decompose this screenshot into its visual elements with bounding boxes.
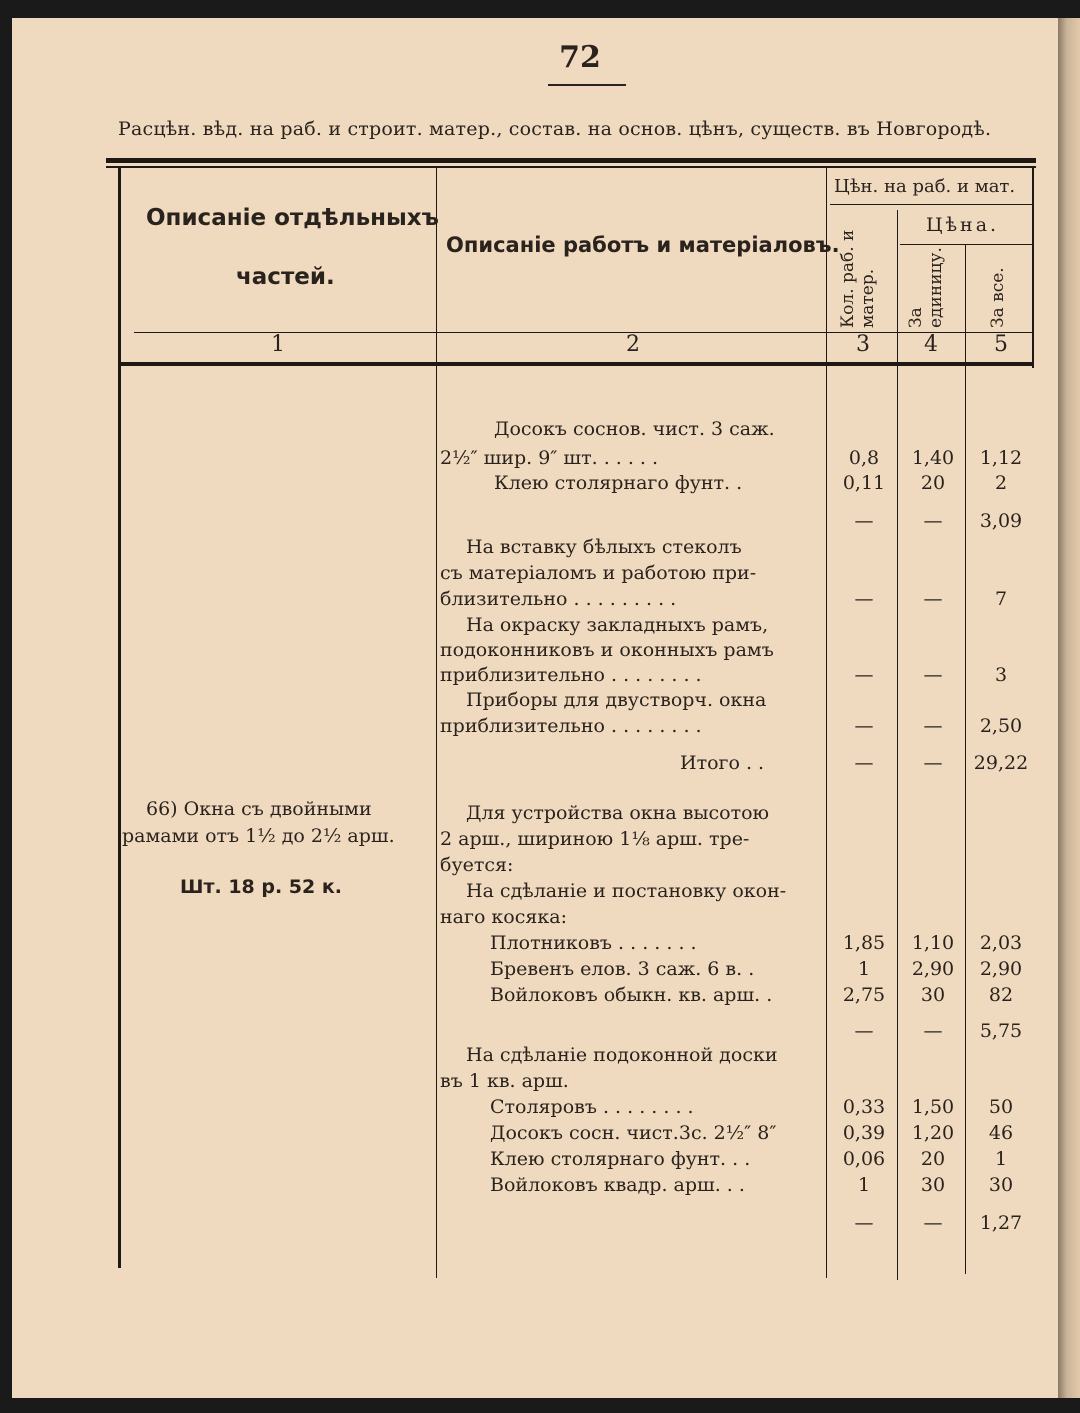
group-rule	[830, 204, 1032, 205]
table-cell-c4: 30	[920, 1174, 946, 1196]
table-cell-c3: 0,39	[842, 1122, 886, 1144]
header-col2: Описаніе работъ и матеріаловъ.	[446, 233, 840, 257]
running-head: Расцѣн. вѣд. на раб. и строит. матер., состав. на основ. цѣнъ, существ. въ Новгородѣ.	[118, 118, 992, 140]
column-number-5: 5	[994, 332, 1008, 357]
table-cell-c4: —	[923, 752, 943, 774]
price-rule	[900, 244, 1032, 245]
table-cell-c3: 1,85	[842, 932, 886, 954]
column-number-1: 1	[271, 332, 285, 357]
table-cell-c5: 30	[988, 1174, 1014, 1196]
table-cell-c3: —	[854, 1020, 874, 1042]
table-cell-c4: —	[923, 588, 943, 610]
table-row-text: На сдѣланіе и постановку окон-	[466, 880, 787, 902]
table-cell-c4: —	[923, 510, 943, 532]
table-cell-c3: —	[854, 510, 874, 532]
page-number: 72	[559, 40, 601, 75]
table-cell-c5: 46	[988, 1122, 1014, 1144]
table-row-text: Клею столярнаго фунт. . .	[490, 1148, 751, 1170]
table-cell-c4: 1,40	[911, 447, 955, 469]
table-cell-c4: 1,10	[911, 932, 955, 954]
table-cell-c3: —	[854, 715, 874, 737]
column-number-3: 3	[856, 332, 870, 357]
table-row-text: Для устройства окна высотою	[466, 802, 770, 824]
table-row-text: На окраску закладныхъ рамъ,	[466, 614, 769, 636]
table-row-text: 2 арш., шириною 1⅛ арш. тре-	[440, 828, 750, 850]
header-col1-line1: Описаніе отдѣльныхъ	[146, 205, 439, 231]
table-cell-c5: 1,27	[979, 1212, 1023, 1234]
table-cell-c3: 0,33	[842, 1096, 886, 1118]
table-cell-c4: —	[923, 1020, 943, 1042]
table-row-text: Плотниковъ . . . . . . .	[490, 932, 697, 954]
item-title-line2: рамами отъ 1½ до 2½ арш.	[122, 825, 395, 847]
col-divider-1	[436, 168, 437, 1278]
column-number-4: 4	[924, 332, 938, 357]
table-cell-c4: —	[923, 1212, 943, 1234]
table-row-text: Приборы для двустворч. окна	[466, 689, 767, 711]
table-row-text: наго косяка:	[440, 906, 567, 928]
table-row-text: Итого . .	[680, 752, 765, 774]
item-title-line1: 66) Окна съ двойными	[146, 798, 372, 820]
page-edge	[1058, 18, 1080, 1398]
table-cell-c5: 2,90	[979, 958, 1023, 980]
col-divider-2	[826, 168, 827, 1278]
table-cell-c4: 1,20	[911, 1122, 955, 1144]
item-unit-price: Шт. 18 р. 52 к.	[180, 876, 342, 898]
table-cell-c5: 3,09	[979, 510, 1023, 532]
table-top-rule	[106, 158, 1036, 163]
table-row-text: Столяровъ . . . . . . . .	[490, 1096, 694, 1118]
table-cell-c4: —	[923, 664, 943, 686]
table-cell-c5: 3	[994, 664, 1008, 686]
table-row-text: буется:	[440, 854, 514, 876]
table-cell-c3: 1	[857, 1174, 871, 1196]
table-cell-c4: 2,90	[911, 958, 955, 980]
column-number-2: 2	[626, 332, 640, 357]
table-cell-c5: 5,75	[979, 1020, 1023, 1042]
header-col3: Кол. раб. и матер.	[838, 229, 878, 328]
header-bottom-rule	[120, 362, 1032, 366]
table-cell-c4: —	[923, 715, 943, 737]
table-row-text: Войлоковъ обыкн. кв. арш. .	[490, 984, 773, 1006]
header-group: Цѣн. на раб. и мат.	[834, 176, 1016, 197]
header-price: Цѣна.	[926, 214, 1000, 236]
table-row-text: близительно . . . . . . . . .	[440, 588, 677, 610]
table-cell-c5: 2,50	[979, 715, 1023, 737]
table-cell-c4: 20	[920, 472, 946, 494]
table-cell-c5: 29,22	[973, 752, 1029, 774]
table-row-text: Бревенъ елов. 3 саж. 6 в. .	[490, 958, 755, 980]
table-row-text: Клею столярнаго фунт. .	[494, 472, 743, 494]
table-row-text: Войлоковъ квадр. арш. . .	[490, 1174, 745, 1196]
table-cell-c5: 2	[994, 472, 1008, 494]
table-cell-c3: —	[854, 752, 874, 774]
page-number-underline	[548, 84, 626, 86]
header-col4: За единицу.	[906, 247, 946, 328]
table-cell-c5: 82	[988, 984, 1014, 1006]
table-row-text: На сдѣланіе подоконной доски	[466, 1044, 778, 1066]
table-cell-c5: 1,12	[979, 447, 1023, 469]
table-top-rule-thin	[106, 166, 1036, 168]
table-cell-c3: —	[854, 664, 874, 686]
table-row-text: подоконниковъ и оконныхъ рамъ	[440, 639, 774, 661]
table-cell-c3: 0,06	[842, 1148, 886, 1170]
header-col5: За все.	[988, 267, 1008, 328]
table-cell-c4: 1,50	[911, 1096, 955, 1118]
table-cell-c5: 1	[994, 1148, 1008, 1170]
table-cell-c5: 7	[994, 588, 1008, 610]
table-cell-c4: 30	[920, 984, 946, 1006]
table-cell-c3: 1	[857, 958, 871, 980]
col-divider-3	[897, 210, 898, 1280]
table-cell-c3: 0,11	[842, 472, 886, 494]
table-cell-c5: 2,03	[979, 932, 1023, 954]
table-row-text: въ 1 кв. арш.	[440, 1070, 569, 1092]
table-row-text: Досокъ соснов. чист. 3 саж.	[494, 418, 775, 440]
table-row-text: 2½″ шир. 9″ шт. . . . . .	[440, 447, 659, 469]
table-cell-c3: —	[854, 588, 874, 610]
table-cell-c5: 50	[988, 1096, 1014, 1118]
header-col1-line2: частей.	[236, 264, 335, 290]
table-row-text: На вставку бѣлыхъ стеколъ	[466, 536, 742, 558]
table-cell-c3: 0,8	[848, 447, 880, 469]
table-row-text: Досокъ сосн. чист.3с. 2½″ 8″	[490, 1122, 777, 1144]
table-cell-c3: —	[854, 1212, 874, 1234]
table-row-text: приблизительно . . . . . . . .	[440, 715, 702, 737]
table-row-text: съ матеріаломъ и работою при-	[440, 562, 757, 584]
table-row-text: приблизительно . . . . . . . .	[440, 664, 702, 686]
table-cell-c4: 20	[920, 1148, 946, 1170]
table-cell-c3: 2,75	[842, 984, 886, 1006]
